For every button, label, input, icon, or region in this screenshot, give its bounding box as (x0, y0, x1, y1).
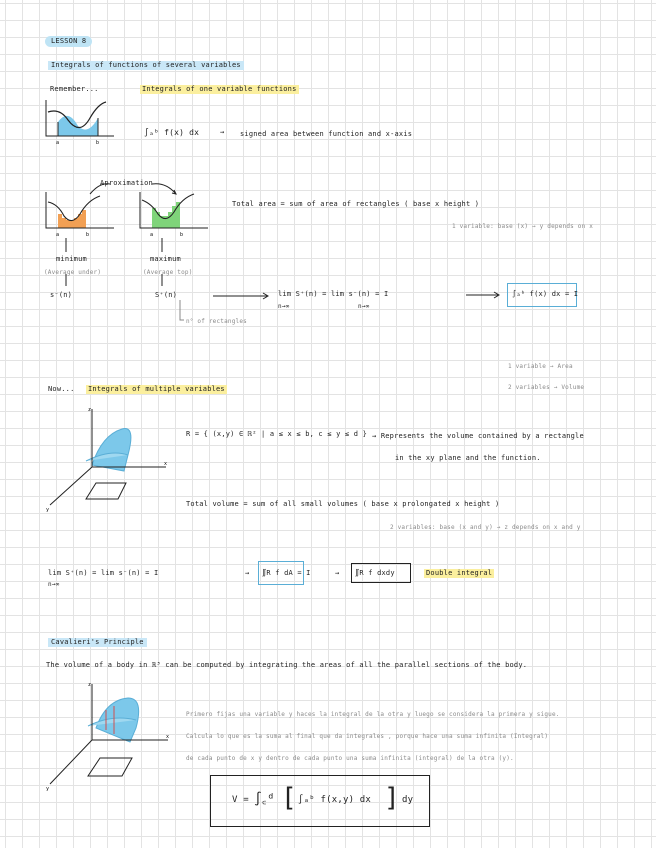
double-arrow-2: → (335, 569, 340, 577)
upper-label: maximum (150, 255, 181, 263)
region-desc-1: → Represents the volume contained by a rectangle (372, 432, 584, 440)
region-def: R = { (x,y) ∈ ℝ² | a ≤ x ≤ b, c ≤ y ≤ d } (186, 430, 367, 438)
rect-note: n° of rectangles (186, 318, 247, 325)
lesson-title: Integrals of functions of several variables (48, 61, 244, 70)
cavalieri-3d-graph (40, 680, 170, 792)
double-integral-label: Double integral (426, 569, 493, 577)
double-arrow-1: → (245, 569, 250, 577)
cavalieri-text: The volume of a body in ℝ³ can be computed by integrating the areas of all the parallel sections of the body. (46, 661, 528, 669)
final-dy: dy (402, 795, 414, 805)
rect-note-bracket (176, 300, 186, 324)
dxdy-integral: ∬R f dxdy (355, 569, 395, 577)
total-volume-note: 2 variables: base (x and y) → z depends on x and y (390, 524, 581, 531)
upper-sum: S⁺(n) (155, 291, 178, 299)
total-volume: Total volume = sum of all small volumes ( base x prolongated x height ) (186, 500, 500, 508)
now-topic: Integrals of multiple variables (88, 385, 225, 393)
now-prefix: Now... (48, 385, 75, 393)
arrow-to-limit (213, 292, 273, 300)
lower-label: minimum (56, 255, 87, 263)
one-var-arrow: → (220, 128, 225, 136)
total-area: Total area = sum of area of rectangles ( base x height ) (232, 200, 480, 208)
arrow-to-integral (466, 291, 506, 299)
svg-text:z: z (88, 407, 92, 413)
lesson-tag: LESSON 8 (45, 36, 92, 47)
svg-text:a: a (56, 232, 60, 238)
spanish-line-2: Calcula lo que es la suma al final que da integrales , porque hace una suma infinita (Integral) (186, 733, 549, 740)
svg-text:z: z (88, 682, 92, 688)
svg-text:x: x (164, 461, 168, 467)
limit-under-2: n→∞ (358, 303, 370, 310)
double-limit-under: n→∞ (48, 581, 60, 588)
area-graph (40, 98, 120, 146)
down-arrows (60, 238, 170, 293)
svg-text:b: b (86, 232, 90, 238)
svg-text:y: y (46, 507, 50, 513)
one-var-meaning: signed area between function and x-axis (240, 130, 413, 138)
double-integral: ∬R f dA = I (262, 569, 311, 577)
region-desc-2: in the xy plane and the function. (395, 454, 541, 462)
svg-text:b: b (180, 232, 184, 238)
final-bracket-left: [ (281, 783, 297, 813)
total-area-note: 1 variable: base (x) → y depends on x (452, 223, 594, 230)
final-bracket-right: ] (384, 783, 400, 813)
final-v: V = (232, 795, 249, 805)
integral-result: ∫ₐᵇ f(x) dx = I (512, 290, 579, 298)
volume-3d-graph (40, 405, 170, 515)
spanish-line-1: Primero fijas una variable y haces la integral de la otra y luego se considera la primera y sigue. (186, 711, 560, 718)
one-var-integral: ∫ₐᵇ f(x) dx (144, 128, 200, 137)
lower-note: (Average under) (44, 269, 102, 276)
upper-sum-graph (134, 190, 214, 240)
approx-label: Aproximation (100, 179, 153, 187)
final-outer-integral: ∫꜀ᵈ (254, 792, 275, 807)
summary-one: 1 variable → Area (508, 363, 573, 370)
summary-two: 2 variables → Volume (508, 384, 585, 391)
svg-text:y: y (46, 786, 50, 792)
spanish-line-3: de cada punto de x y dentro de cada punto una suma infinita (integral) de la otra (y). (186, 755, 514, 762)
remember-topic: Integrals of one variable functions (142, 85, 297, 93)
lower-sum-graph (40, 190, 120, 240)
final-inner-integral: ∫ₐᵇ f(x,y) dx (298, 795, 372, 805)
double-limits: lim S⁺(n) = lim s⁻(n) = I (48, 569, 159, 577)
svg-text:a: a (150, 232, 154, 238)
limit-under-1: n→∞ (278, 303, 290, 310)
upper-note: (Average top) (143, 269, 193, 276)
lower-sum: s⁻(n) (50, 291, 73, 299)
remember-prefix: Remember... (50, 85, 99, 93)
svg-text:b: b (96, 140, 100, 146)
cavalieri-title: Cavalieri's Principle (48, 638, 147, 647)
limits-equality: lim S⁺(n) = lim s⁻(n) = I (278, 290, 389, 298)
svg-text:x: x (166, 734, 170, 740)
svg-text:a: a (56, 140, 60, 146)
